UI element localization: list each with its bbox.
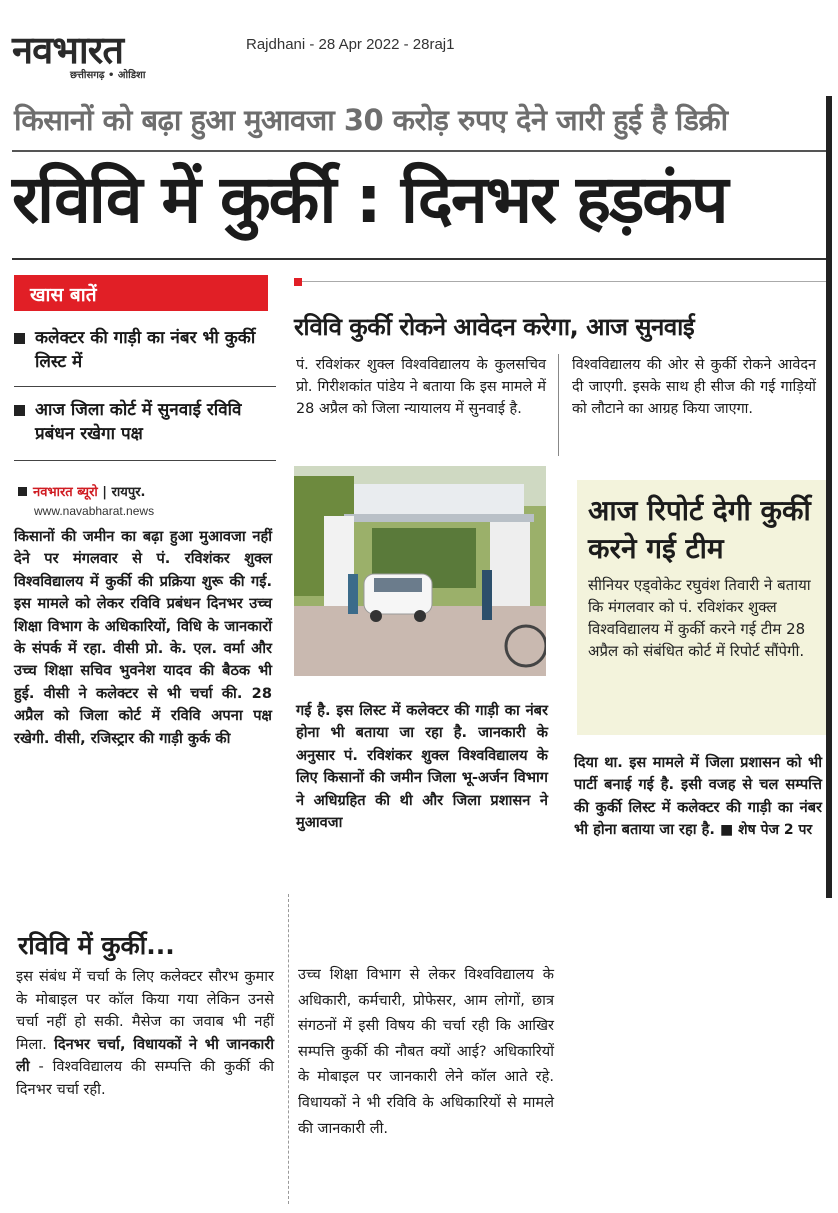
bullet-square-icon: [18, 487, 27, 496]
bottom-text-left: [16, 966, 274, 1101]
sidebar-text-right: [572, 354, 816, 420]
body-column-1: [14, 526, 272, 750]
newspaper-logo: नवभारत: [12, 28, 123, 72]
right-border: [826, 96, 832, 898]
bottom-text: उच्च शिक्षा विभाग से लेकर विश्वविद्यालय के अधिकारी, कर्मचारी, प्रोफेसर, आम लोगों, छात्र संगठनों में इसी विषय की चर्चा रही कि आखिर सम्पत्ति कुर्की की नौबत क्यों आई? अधिकारियों के मोबाइल पर जानकारी लेने कॉल आते रहे. विधायकों ने भी रविवि के अधिकारियों से मामले की जानकारी ली.: [298, 966, 554, 1137]
body-text: किसानों की जमीन का बढ़ा हुआ मुआवजा नहीं देने पर मंगलवार से पं. रविशंकर शुक्ल विश्वविद्यालय में कुर्की की प्रक्रिया शुरू की गई. इस मामले को लेकर रविवि प्रबंधन दिनभर उच्च शिक्षा विभाग के अधिकारियों, विधि के जानकारों के संपर्क में रहा. वीसी प्रो. के. एल. वर्मा और उच्च शिक्षा सचिव भुवनेश यादव की बैठक भी हुई. वीसी ने कलेक्टर से भी चर्चा की. 28 अप्रैल को जिला कोर्ट में रविवि अपना पक्ष रखेगी. वीसी, रजिस्ट्रार की गाड़ी कुर्क की: [14, 528, 272, 747]
divider: [12, 150, 826, 152]
sidebar-text-left: [296, 354, 546, 420]
divider: [12, 258, 826, 260]
highlight-text: कलेक्टर की गाड़ी का नंबर भी कुर्की लिस्ट में: [35, 328, 256, 372]
bottom-text-span: इस संबंध में चर्चा के लिए कलेक्टर सौरभ कुमार के मोबाइल पर कॉल किया गया लेकिन उनसे चर्चा नहीं हो सकी. मैसेज का जवाब भी नहीं मिला.: [16, 968, 274, 1053]
bottom-text: [16, 966, 274, 1101]
column-separator: [558, 354, 559, 456]
continued-marker: ■ शेष पेज 2 पर: [720, 822, 813, 839]
campus-car-photo: [294, 466, 546, 676]
byline-city: रायपुर.: [111, 485, 146, 500]
bottom-text-right: [298, 962, 554, 1141]
column-separator: [288, 894, 289, 1204]
divider: [14, 386, 276, 387]
bottom-headline: रविवि में कुर्की...: [18, 931, 175, 960]
body-text-span: दिया था. इस मामले में जिला प्रशासन को भी पार्टी बनाई गई है. इसी वजह से चल सम्पत्ति की कुर्की लिस्ट में कलेक्टर की गाड़ी का नंबर भी होना बताया जा रहा है.: [574, 754, 822, 839]
divider: [302, 281, 826, 282]
edition-region: छत्तीसगढ़ • ओडिशा: [70, 70, 146, 81]
bottom-bold-text: दिनभर चर्चा, विधायकों ने भी जानकारी ली: [16, 1035, 274, 1075]
sidebar-text: विश्वविद्यालय की ओर से कुर्की रोकने आवेदन दी जाएगी. इसके साथ ही सीज की गई गाड़ियों को लौटाने का आग्रह किया जाएगा.: [572, 357, 816, 417]
report-headline: आज रिपोर्ट देगी कुर्की करने गई टीम: [588, 494, 811, 565]
highlights-title-box: [14, 275, 268, 311]
highlights-title: खास बातें: [30, 284, 97, 306]
kicker-headline: किसानों को बढ़ा हुआ मुआवजा 30 करोड़ रुपए देने जारी हुई है डिक्री: [14, 103, 728, 137]
byline: नवभारत ब्यूरो | रायपुर.: [18, 482, 145, 500]
bullet-square-icon: [14, 333, 25, 344]
divider: [14, 460, 276, 461]
red-marker: [294, 278, 302, 286]
body-column-2: [296, 700, 548, 834]
sidebar-headline: रविवि कुर्की रोकने आवेदन करेगा, आज सुनवाई: [294, 313, 695, 341]
body-column-3: [574, 752, 822, 842]
report-text: सीनियर एड्वोकेट रघुवंश तिवारी ने बताया कि मंगलवार को पं. रविशंकर शुक्ल विश्वविद्यालय में कुर्की करने गई टीम 28 अप्रैल को संबंधित कोर्ट में रिपोर्ट सौंपेगी.: [588, 576, 811, 660]
sidebar-text: पं. रविशंकर शुक्ल विश्वविद्यालय के कुलसचिव प्रो. गिरीशकांत पांडेय ने बताया कि इस मामले में 28 अप्रैल को जिला न्यायालय में सुनवाई है.: [296, 357, 546, 417]
masthead: [12, 30, 222, 82]
highlight-text: आज जिला कोर्ट में सुनवाई रविवि प्रबंधन रखेगा पक्ष: [35, 400, 242, 444]
bottom-text-tail: - विश्वविद्यालय की सम्पत्ति की कुर्की की दिनभर चर्चा रही.: [16, 1058, 274, 1098]
body-text: [574, 752, 822, 842]
edition-line: Rajdhani - 28 Apr 2022 - 28raj1: [246, 36, 455, 53]
highlight-item: [14, 326, 274, 374]
bureau-name: नवभारत ब्यूरो: [33, 485, 98, 500]
highlight-item: [14, 398, 274, 446]
bullet-square-icon: [14, 405, 25, 416]
website: www.navabharat.news: [34, 504, 155, 518]
main-headline: रविवि में कुर्की : दिनभर हड़कंप: [12, 161, 727, 238]
body-text: गई है. इस लिस्ट में कलेक्टर की गाड़ी का नंबर होना भी बताया जा रहा है. जानकारी के अनुसार पं. रविशंकर शुक्ल विश्वविद्यालय के लिए किसानों की जमीन जिला भू-अर्जन विभाग ने अधिग्रहित की थी और जिला प्रशासन ने मुआवजा: [296, 702, 548, 832]
